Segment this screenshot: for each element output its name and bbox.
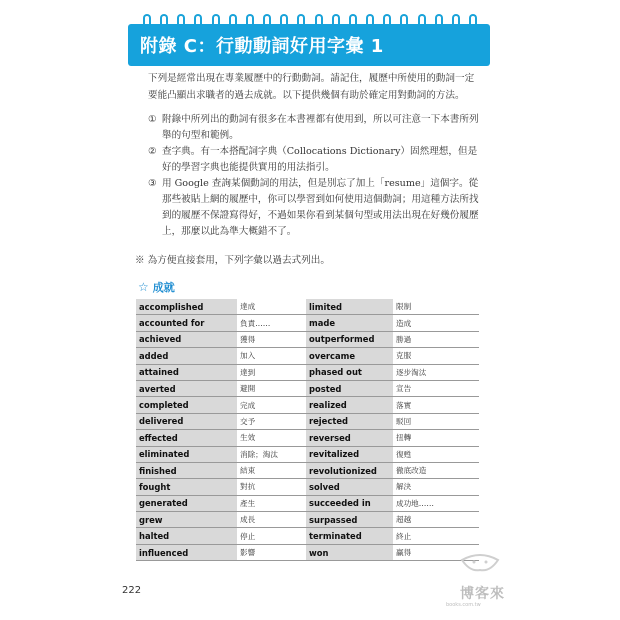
table-row — [136, 413, 311, 429]
intro-paragraph: 下列是經常出現在專業履歷中的行動動詞。請記住，履歷中所使用的動詞一定要能凸顯出求職者的過去成就。以下提供幾個有助於確定用對動詞的方法。 — [148, 73, 475, 101]
word-chinese: 超越 — [393, 512, 479, 528]
word-english: fought — [136, 479, 237, 495]
table-row — [136, 479, 311, 495]
word-table-right — [306, 299, 479, 561]
word-english: averted — [136, 380, 237, 396]
word-chinese: 贏得 — [393, 544, 479, 560]
word-chinese: 造成 — [393, 315, 479, 331]
word-english: completed — [136, 397, 237, 413]
word-chinese: 交予 — [237, 413, 311, 429]
word-english: outperformed — [306, 331, 393, 347]
note-text: ※ 為方便直接套用，下列字彙以過去式列出。 — [135, 255, 330, 266]
word-english: won — [306, 544, 393, 560]
table-row — [306, 364, 479, 380]
list-number: ① — [148, 114, 157, 125]
word-english: overcame — [306, 348, 393, 364]
page-number: 222 — [122, 585, 142, 596]
list-item — [148, 112, 480, 144]
table-row — [136, 331, 311, 347]
word-chinese: 生效 — [237, 430, 311, 446]
word-english: effected — [136, 430, 237, 446]
word-english: finished — [136, 462, 237, 478]
word-chinese: 結束 — [237, 462, 311, 478]
word-english: attained — [136, 364, 237, 380]
word-chinese: 解決 — [393, 479, 479, 495]
word-english: revolutionized — [306, 462, 393, 478]
word-chinese: 負責…… — [237, 315, 311, 331]
word-english: posted — [306, 380, 393, 396]
word-chinese: 產生 — [237, 495, 311, 511]
tips-list — [148, 112, 480, 240]
list-text: 查字典。有一本搭配詞字典（Collocations Dictionary）固然理想，但是好的學習字典也能提供實用的用法指引。 — [162, 146, 478, 173]
word-chinese: 復甦 — [393, 446, 479, 462]
star-icon: ☆ — [138, 280, 149, 294]
word-english: grew — [136, 512, 237, 528]
word-chinese: 勝過 — [393, 331, 479, 347]
word-chinese: 終止 — [393, 528, 479, 544]
word-chinese: 扭轉 — [393, 430, 479, 446]
table-row — [136, 462, 311, 478]
word-english: influenced — [136, 544, 237, 560]
table-row — [136, 364, 311, 380]
word-english: halted — [136, 528, 237, 544]
word-chinese: 宣告 — [393, 380, 479, 396]
word-english: generated — [136, 495, 237, 511]
word-chinese: 落實 — [393, 397, 479, 413]
word-english: surpassed — [306, 512, 393, 528]
watermark-text: 博客來 — [460, 586, 505, 602]
word-chinese: 成長 — [237, 512, 311, 528]
table-row — [306, 397, 479, 413]
word-english: accounted for — [136, 315, 237, 331]
word-chinese: 逐步淘汰 — [393, 364, 479, 380]
word-chinese: 加入 — [237, 348, 311, 364]
word-english: limited — [306, 299, 393, 315]
word-english: rejected — [306, 413, 393, 429]
table-row — [136, 430, 311, 446]
list-item — [148, 144, 480, 176]
word-chinese: 對抗 — [237, 479, 311, 495]
word-english: terminated — [306, 528, 393, 544]
word-chinese: 徹底改造 — [393, 462, 479, 478]
word-chinese: 影響 — [237, 544, 311, 560]
list-text: 附錄中所列出的動詞有很多在本書裡都有使用到，所以可注意一下本書所列舉的句型和範例。 — [162, 114, 479, 141]
page-title: 附錄 C：行動動詞好用字彙 1 — [140, 36, 384, 57]
table-row — [136, 446, 311, 462]
list-number: ② — [148, 146, 157, 157]
word-english: delivered — [136, 413, 237, 429]
word-table-left — [136, 299, 311, 561]
list-item — [148, 176, 480, 240]
word-english: succeeded in — [306, 495, 393, 511]
word-chinese: 消除；淘汰 — [237, 446, 311, 462]
word-english: revitalized — [306, 446, 393, 462]
section-heading — [138, 279, 175, 295]
table-row — [306, 528, 479, 544]
word-english: made — [306, 315, 393, 331]
table-row — [136, 348, 311, 364]
table-row — [306, 495, 479, 511]
table-row — [306, 512, 479, 528]
table-row — [136, 495, 311, 511]
word-english: added — [136, 348, 237, 364]
table-row — [136, 544, 311, 560]
table-row — [306, 462, 479, 478]
table-row — [306, 479, 479, 495]
word-chinese: 達成 — [237, 299, 311, 315]
table-row — [136, 397, 311, 413]
list-number: ③ — [148, 178, 157, 189]
word-english: reversed — [306, 430, 393, 446]
table-row — [136, 315, 311, 331]
word-english: eliminated — [136, 446, 237, 462]
word-english: achieved — [136, 331, 237, 347]
word-chinese: 完成 — [237, 397, 311, 413]
table-row — [306, 446, 479, 462]
word-chinese: 限制 — [393, 299, 479, 315]
table-row — [306, 331, 479, 347]
table-row — [306, 380, 479, 396]
word-chinese: 駁回 — [393, 413, 479, 429]
word-chinese: 避開 — [237, 380, 311, 396]
word-chinese: 停止 — [237, 528, 311, 544]
table-row — [306, 430, 479, 446]
word-english: solved — [306, 479, 393, 495]
table-row — [136, 512, 311, 528]
word-chinese: 達到 — [237, 364, 311, 380]
chapter-banner — [128, 24, 490, 66]
word-english: realized — [306, 397, 393, 413]
table-row — [306, 299, 479, 315]
word-chinese: 獲得 — [237, 331, 311, 347]
table-row — [306, 348, 479, 364]
word-chinese: 克服 — [393, 348, 479, 364]
table-row — [136, 380, 311, 396]
list-text: 用 Google 查詢某個動詞的用法，但是別忘了加上「resume」這個字。從那些被貼上網的履歷中，你可以學習到如何使用這個動詞；用這種方法所找到的履歷不保證寫得好，不過如果你看到某個句型或用法出現在好幾份履歷上，那麼以此為準大概錯不了。 — [162, 178, 479, 237]
table-row — [136, 299, 311, 315]
table-row — [306, 413, 479, 429]
table-row — [136, 528, 311, 544]
word-english: phased out — [306, 364, 393, 380]
section-title: 成就 — [152, 281, 175, 294]
watermark-url: books.com.tw — [446, 602, 481, 608]
word-english: accomplished — [136, 299, 237, 315]
word-chinese: 成功地…… — [393, 495, 479, 511]
table-row — [306, 315, 479, 331]
